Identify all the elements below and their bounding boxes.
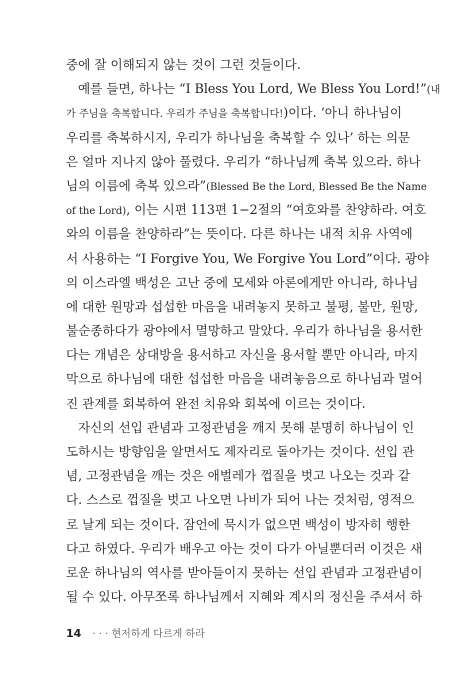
text-line (66, 126, 411, 150)
text-line (66, 271, 419, 295)
body-text (66, 53, 441, 609)
text-line-small: 가 주님을 축복합니다. 우리가 주님을 축복합니다! (66, 109, 284, 121)
page-footer (66, 622, 205, 641)
text-line (66, 464, 411, 488)
text-line-tail: )이다. ‘아니 하나님이 (283, 105, 402, 121)
text-line-tail: , 이는 시편 113편 1−2절의 “여호와를 찬양하라. 여호 (126, 202, 427, 218)
text-line (66, 295, 419, 319)
running-title: · · · 현저하게 다르게 하라 (92, 629, 205, 640)
text-line (66, 367, 423, 391)
text-line (66, 513, 411, 537)
text-line (66, 585, 423, 609)
text-line-main: 은 얼마 지나지 않아 풀렸다. 우리가 “하나님께 축복 있으라. 하나 (66, 153, 421, 169)
text-line-small: (내 (426, 85, 441, 97)
text-line (66, 416, 415, 440)
text-line-main: 도하시는 방향임을 알면서도 제자리로 돌아가는 것이다. 선입 관 (66, 444, 415, 459)
text-line (66, 561, 423, 585)
text-line-small: (Blessed Be the Lord, Blessed Be the Name (206, 181, 427, 193)
text-line (66, 440, 415, 464)
text-line-main: 중에 잘 이해되지 않는 것이 그런 것들이다. (66, 57, 301, 72)
text-line-main: 자신의 선입 관념과 고정관념을 깨지 못해 분명히 하나님이 인 (78, 419, 415, 435)
text-line-main: 될 수 있다. 아무쪼록 하나님께서 지혜와 계시의 정신을 주셔서 하 (66, 589, 423, 605)
text-line-main: 다는 개념은 상대방을 용서하고 자신을 용서할 뿐만 아니라, 마지 (66, 347, 419, 363)
text-line (66, 247, 430, 271)
text-line (66, 488, 415, 512)
text-line (66, 319, 423, 343)
text-line-main: 진 관계를 회복하여 완전 치유와 회복에 이르는 것이다. (66, 395, 366, 411)
text-line-main: 와의 이름을 찬양하라”는 뜻이다. 다른 하나는 내적 치유 사역에 (66, 226, 413, 242)
text-line (66, 537, 423, 561)
text-line-main: 다. 스스로 껍질을 벗고 나오면 나비가 되어 나는 것처럼, 영적으 (66, 492, 415, 508)
text-line-main: 막으로 하나님에 대한 섭섭한 마음을 내려놓음으로 하나님과 멀어 (66, 371, 423, 387)
text-line-main: 우리를 축복하시지, 우리가 하나님을 축복할 수 있나’ 하는 의문 (66, 129, 411, 145)
text-line (66, 222, 413, 246)
text-line-main: 다고 하였다. 우리가 배우고 아는 것이 다가 아닐뿐더러 이것은 새 (66, 540, 423, 556)
text-line-main: 의 이스라엘 백성은 고난 중에 모세와 아론에게만 아니라, 하나님 (66, 274, 419, 290)
text-line-main: 로 날게 되는 것이다. 잠언에 묵시가 없으면 백성이 방자히 행한 (66, 516, 411, 532)
text-line-main: 서 사용하는 “I Forgive You, We Forgive You Lord”이다. 광야 (66, 250, 430, 266)
text-line (66, 392, 402, 416)
text-line (66, 77, 441, 101)
text-line (66, 101, 402, 125)
text-line (66, 150, 421, 174)
text-line (66, 53, 402, 77)
text-line-main: 불순종하다가 광야에서 멸망하고 말았다. 우리가 하나님을 용서한 (66, 323, 423, 339)
text-line-main: 에 대한 원망과 섭섭한 마음을 내려놓지 못하고 불평, 불만, 원망, (66, 298, 419, 314)
text-line (66, 343, 419, 367)
text-line (66, 174, 427, 198)
text-line (66, 198, 427, 222)
text-line-main: 예를 들면, 하나는 “I Bless You Lord, We Bless You Lord!” (78, 81, 427, 97)
text-line-main: 념, 고정관념을 깨는 것은 애벌레가 껍질을 벗고 나오는 것과 같 (66, 468, 411, 484)
text-line-main: 로운 하나님의 역사를 받아들이지 못하는 선입 관념과 고정관념이 (66, 564, 423, 580)
page-number: 14 (66, 627, 82, 640)
text-line-main: 님의 이름에 축복 있으라” (66, 177, 207, 193)
text-line-small: of the Lord) (66, 206, 127, 218)
